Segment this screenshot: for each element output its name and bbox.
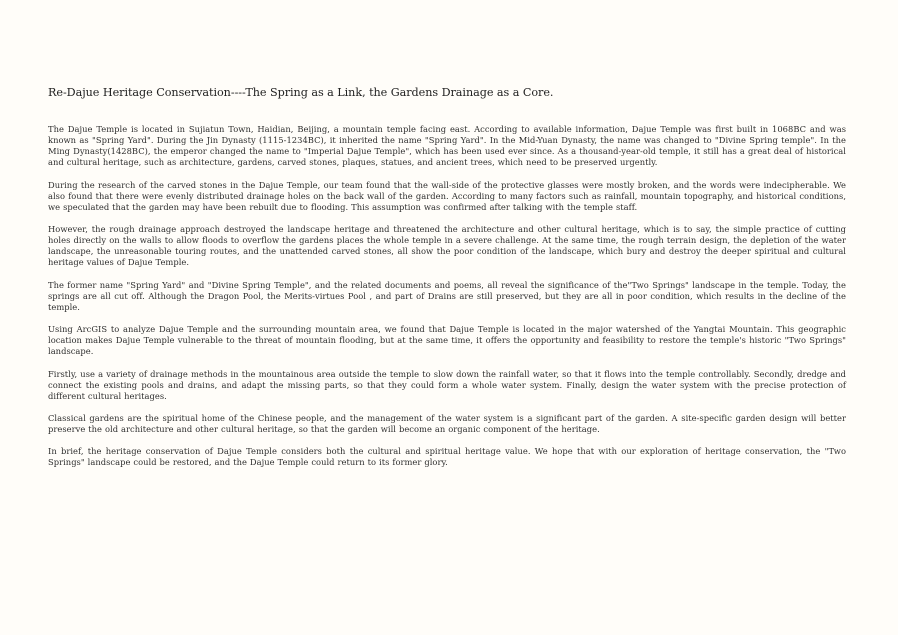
paragraph-arcgis-analysis: Using ArcGIS to analyze Dajue Temple and the surrounding mountain area, we found that Dajue Temple is located in the major watershed of the Yangtai Mountain. This geographic location makes Dajue Temple vulnerable to the threat of mountain flooding, but at the same time, it offers the opportunity and feasibility to restore the temple's historic "Two Springs" landscape. [48,324,846,357]
paragraph-drainage-problems: However, the rough drainage approach destroyed the landscape heritage and threatened the architecture and other cultural heritage, which is to say, the simple practice of cutting holes directly on the walls to allow floods to overflow the gardens places the whole temple in a severe challenge. At the same time, the rough terrain design, the depletion of the water landscape, the unreasonable touring routes, and the unattended carved stones, all show the poor condition of the landscape, which bury and destroy the deeper spiritual and cultural heritage values of Dajue Temple. [48,224,846,268]
paragraph-conclusion: In brief, the heritage conservation of Dajue Temple considers both the cultural and spiritual heritage value. We hope that with our exploration of heritage conservation, the "Two Springs" landscape could be restored, and the Dajue Temple could return to its former glory. [48,446,846,468]
paragraph-two-springs: The former name "Spring Yard" and "Divine Spring Temple", and the related documents and poems, all reveal the significance of the"Two Springs" landscape in the temple. Today, the springs are all cut off. Although the Dragon Pool, the Merits-virtues Pool , and part of Drains are still preserved, but they are all in poor condition, which results in the decline of the temple. [48,279,846,312]
paragraph-strategy: Firstly, use a variety of drainage methods in the mountainous area outside the temple to slow down the rainfall water, so that it flows into the temple controllably. Secondly, dredge and connect the existing pools and drains, and adapt the missing parts, so that they could form a whole water system. Finally, design the water system with the precise protection of different cultural heritages. [48,368,846,401]
paragraph-classical-gardens: Classical gardens are the spiritual home of the Chinese people, and the management of the water system is a significant part of the garden. A site-specific garden design will better preserve the old architecture and other cultural heritage, so that the garden will become an organic component of the heritage. [48,413,846,435]
document-title: Re-Dajue Heritage Conservation----The Spring as a Link, the Gardens Drainage as a Core. [48,86,554,99]
document-body [48,124,846,480]
paragraph-research-findings: During the research of the carved stones in the Dajue Temple, our team found that the wall-side of the protective glasses were mostly broken, and the words were indecipherable. We also found that there were evenly distributed drainage holes on the back wall of the garden. According to many factors such as rainfall, mountain topography, and historical conditions, we speculated that the garden may have been rebuilt due to flooding. This assumption was confirmed after talking with the temple staff. [48,179,846,212]
paragraph-location-history: The Dajue Temple is located in Sujiatun Town, Haidian, Beijing, a mountain temple facing east. According to available information, Dajue Temple was first built in 1068BC and was known as "Spring Yard". During the Jin Dynasty (1115-1234BC), it inherited the name "Spring Yard". In the Mid-Yuan Dynasty, the name was changed to "Divine Spring temple". In the Ming Dynasty(1428BC), the emperor changed the name to "Imperial Dajue Temple", which has been used ever since. As a thousand-year-old temple, it still has a great deal of historical and cultural heritage, such as architecture, gardens, carved stones, plaques, statues, and ancient trees, which need to be preserved urgently. [48,124,846,168]
